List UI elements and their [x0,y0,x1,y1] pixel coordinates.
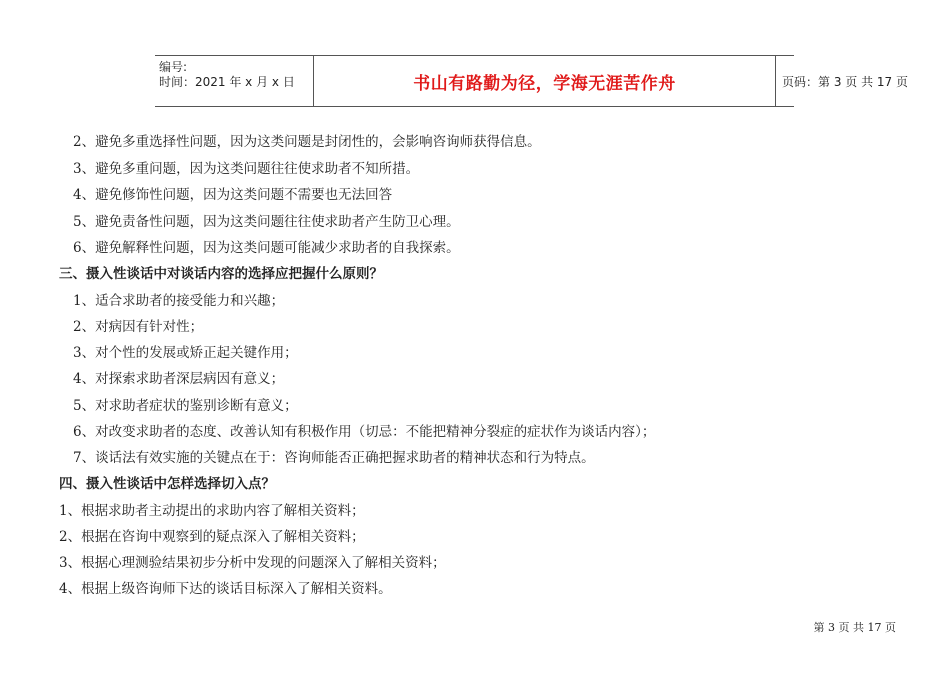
list-item: 7、谈话法有效实施的关键点在于：咨询师能否正确把握求助者的精神状态和行为特点。 [73,450,595,466]
list-item: 6、避免解释性问题，因为这类问题可能减少求助者的自我探索。 [73,240,460,256]
list-item: 5、对求助者症状的鉴别诊断有意义； [73,398,298,414]
header-date-label: 时间：2021 年 x 月 x 日 [159,75,295,89]
list-item: 2、对病因有针对性； [73,319,204,335]
list-item: 1、根据求助者主动提出的求助内容了解相关资料； [59,503,365,519]
list-item: 5、避免责备性问题，因为这类问题往往使求助者产生防卫心理。 [73,214,460,230]
list-item: 2、根据在咨询中观察到的疑点深入了解相关资料； [59,529,365,545]
list-item: 3、避免多重问题，因为这类问题往往使求助者不知所措。 [73,161,420,177]
header-slogan: 书山有路勤为径，学海无涯苦作舟 [413,73,676,94]
header-meta [155,56,314,106]
section-heading: 四、摄入性谈话中怎样选择切入点？ [59,476,275,492]
list-item: 3、对个性的发展或矫正起关键作用； [73,345,298,361]
page-header [155,55,908,107]
header-page-cell [776,56,949,106]
list-item: 1、适合求助者的接受能力和兴趣； [73,293,285,309]
list-item: 4、对探索求助者深层病因有意义； [73,371,285,387]
list-item: 4、根据上级咨询师下达的谈话目标深入了解相关资料。 [59,581,392,597]
list-item: 4、避免修饰性问题，因为这类问题不需要也无法回答 [73,187,393,203]
list-item: 3、根据心理测验结果初步分析中发现的问题深入了解相关资料； [59,555,446,571]
section-heading: 三、摄入性谈话中对谈话内容的选择应把握什么原则？ [59,266,383,282]
header-number-label: 编号: [159,60,188,74]
list-item: 6、对改变求助者的态度、改善认知有积极作用（切忌：不能把精神分裂症的症状作为谈话内容）； [73,424,656,440]
list-item: 2、避免多重选择性问题，因为这类问题是封闭性的，会影响咨询师获得信息。 [73,134,541,150]
header-slogan-cell [314,56,776,106]
header-page-label: 页码：第 3 页 共 17 页 [782,74,908,89]
page-footer: 第 3 页 共 17 页 [813,621,896,634]
